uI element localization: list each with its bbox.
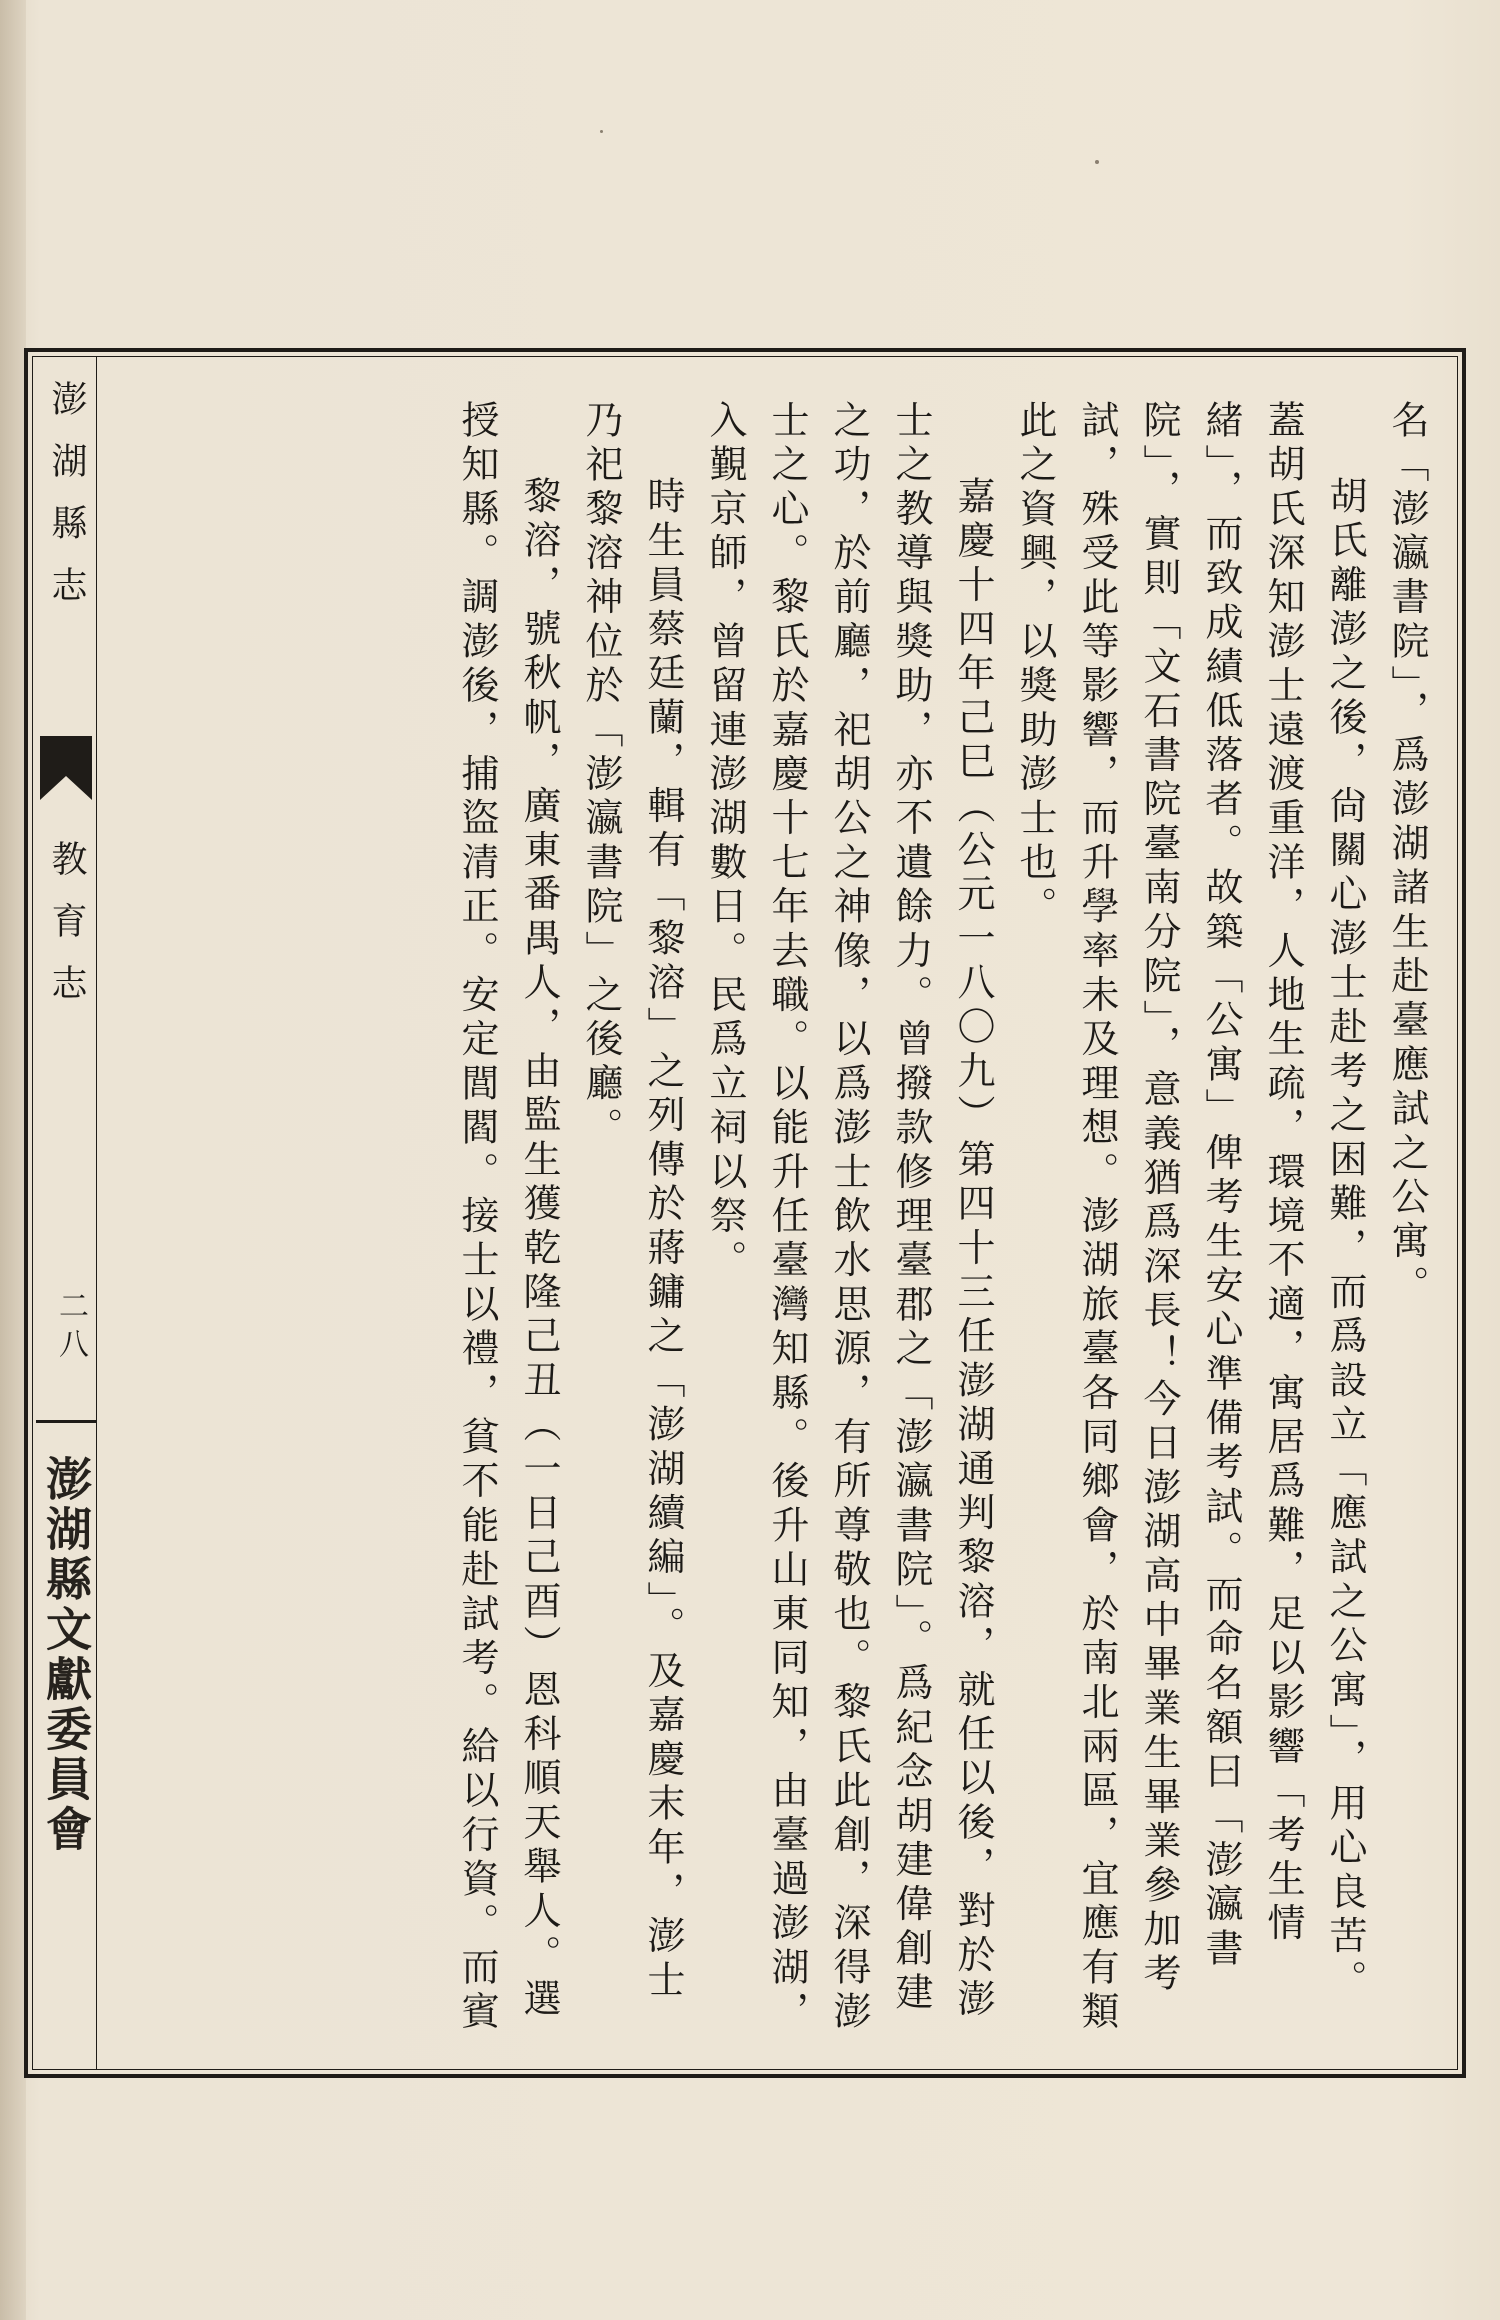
paragraph: 胡氏離澎之後，尙關心澎士赴考之困難，而爲設立「應試之公寓」，用心良苦。蓋胡氏深知澎士遠渡重洋，人地生疏，環境不適，寓居爲難，足以影響「考生情緒」，而致成績低落者。故築「公寓」俾考生安心準備考試。而命名額曰「澎瀛書院」，實則「文石書院臺南分院」，意義猶爲深長！今日澎湖高中畢業生畢業參加考試，殊受此等影響，而升學率未及理想。澎湖旅臺各同鄉會，於南北兩區，宜應有類此之資興，以獎助澎士也。: [1013, 400, 1367, 2036]
fish-tail-ornament-icon: [36, 730, 96, 810]
paragraph: 黎溶，號秋帆，廣東番禺人，由監生獲乾隆己丑（一日己酉）恩科順天舉人。選授知縣。調澎後，捕盜清正。安定閭閻。接士以禮，貧不能赴試考。給以行資。而賓: [455, 400, 561, 2036]
publisher-imprint: 澎湖縣文獻委員會: [39, 1455, 93, 1855]
running-book-title: 澎湖縣志: [46, 380, 87, 628]
body-text: [128, 400, 1438, 2040]
running-section-title: 教育志: [46, 840, 87, 1026]
paragraph: 時生員蔡廷蘭，輯有「黎溶」之列傳於蔣鏞之「澎湖續編」。及嘉慶末年，澎士乃祀黎溶神位於「澎瀛書院」之後廳。: [579, 400, 685, 2004]
margin-column-rule: [96, 356, 97, 2070]
page-number-rule: [36, 1420, 96, 1423]
paragraph: 名「澎瀛書院」，爲澎湖諸生赴臺應試之公寓。: [1385, 400, 1429, 1310]
paper-speck: [600, 130, 603, 133]
paragraph: 嘉慶十四年己巳（公元一八〇九）第四十三任澎湖通判黎溶，就任以後，對於澎士之教導與獎助，亦不遺餘力。曾撥款修理臺郡之「澎瀛書院」。爲紀念胡建偉創建之功，於前廳，祀胡公之神像，以爲澎士飲水思源，有所尊敬也。黎氏此創，深得澎士之心。黎氏於嘉慶十七年去職。以能升任臺灣知縣。後升山東同知，由臺過澎湖，入覲京師，曾留連澎湖數日。民爲立祠以祭。: [703, 400, 995, 2036]
page-binding-edge: [0, 0, 26, 2320]
paper-speck: [1095, 160, 1099, 164]
page-number: 二八: [53, 1290, 88, 1366]
